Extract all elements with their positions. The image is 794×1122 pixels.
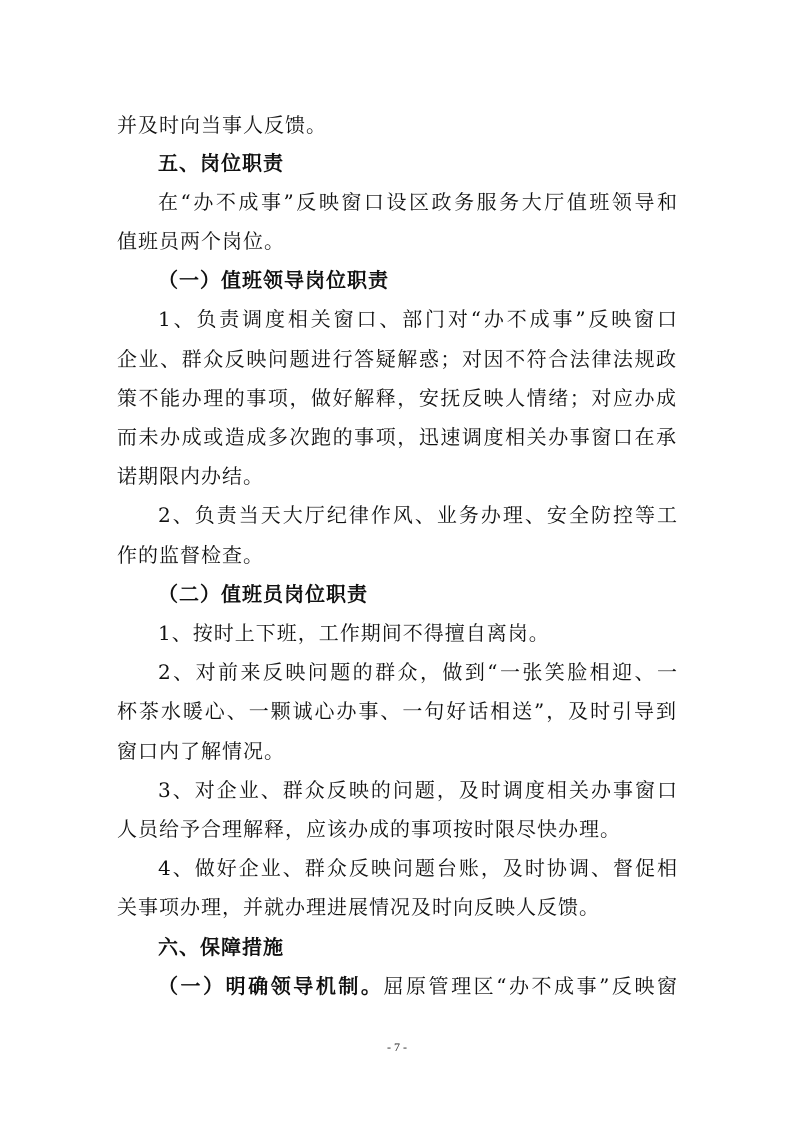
page-number: - 7 - [387,1040,407,1054]
paragraph-line: 并及时向当事人反馈。 [117,113,327,137]
subheading-1: （一）值班领导岗位职责 [158,268,389,292]
paragraph-line: 1、按时上下班，工作期间不得擅自离岗。 [158,621,550,645]
paragraph-line: 杯茶水暖心、一颗诚心办事、一句好话相送”，及时引导到 [117,699,677,723]
bold-lead-in: （一）明确领导机制。 [158,974,384,998]
section-heading-5: 五、岗位职责 [158,151,284,175]
paragraph-line: 在“办不成事”反映窗口设区政务服务大厅值班领导和 [158,190,678,214]
paragraph-line: 人员给予合理解释，应该办成的事项按时限尽快办理。 [117,817,621,841]
paragraph-line: 窗口内了解情况。 [117,739,285,763]
paragraph-line: 而未办成或造成多次跑的事项，迅速调度相关办事窗口在承 [117,425,677,449]
paragraph-line [158,973,678,999]
paragraph-line: 值班员两个岗位。 [117,229,285,253]
paragraph-line: 作的监督检查。 [117,543,264,567]
paragraph-text: 屈原管理区“办不成事”反映窗 [383,974,679,998]
section-heading-6: 六、保障措施 [158,935,284,959]
subheading-2: （二）值班员岗位职责 [158,582,368,606]
paragraph-line: 关事项办理，并就办理进展情况及时向反映人反馈。 [117,895,600,919]
paragraph-line: 2、负责当天大厅纪律作风、业务办理、安全防控等工 [158,503,678,527]
paragraph-line: 4、做好企业、群众反映问题台账，及时协调、督促相 [158,856,678,880]
paragraph-line: 诺期限内办结。 [117,464,264,488]
paragraph-line: 2、对前来反映问题的群众，做到“一张笑脸相迎、一 [158,660,678,684]
paragraph-line: 1、负责调度相关窗口、部门对“办不成事”反映窗口 [158,307,678,331]
paragraph-line: 企业、群众反映问题进行答疑解惑；对因不符合法律法规政 [117,347,677,371]
paragraph-line: 策不能办理的事项，做好解释，安抚反映人情绪；对应办成 [117,386,677,410]
paragraph-line: 3、对企业、群众反映的问题，及时调度相关办事窗口 [158,778,678,802]
